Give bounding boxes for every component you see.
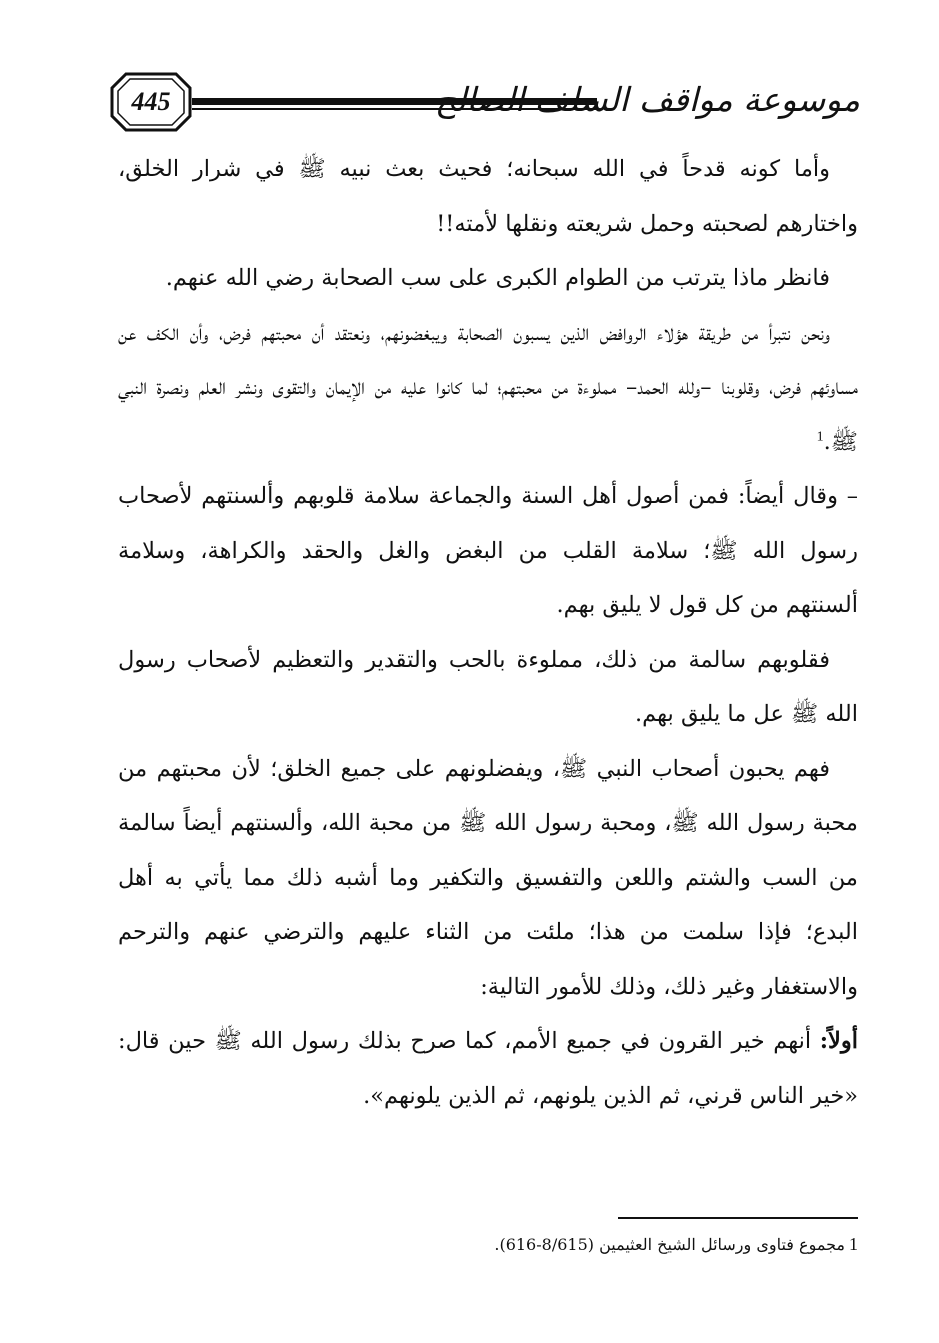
paragraph — [118, 142, 858, 251]
paragraph — [118, 1014, 858, 1123]
paragraph-text: – وقال أيضاً: فمن أصول أهل السنة والجماعة سلامة قلوبهم وألسنتهم لأصحاب رسول الله ﷺ؛ سلامة القلب من البغض والغل والحقد والكراهة، وسلامة ألسنتهم من كل قول لا يليق بهم. — [118, 483, 858, 618]
page-header — [110, 68, 860, 138]
paragraph — [118, 469, 858, 633]
paragraph-text: فهم يحبون أصحاب النبي ﷺ، ويفضلونهم على جميع الخلق؛ لأن محبتهم من محبة رسول الله ﷺ، ومحبة رسول الله ﷺ من محبة الله، وألسنتهم أيضاً سالمة من السب والشتم واللعن والتفسيق والتكفير وما أشبه ذلك مما يأتي به أهل البدع؛ فإذا سلمت من هذا؛ ملئت من الثناء عليهم والترضي عنهم والترحم والاستغفار وغير ذلك، وذلك للأمور التالية: — [118, 755, 858, 1000]
paragraph — [118, 742, 858, 1015]
paragraph — [118, 306, 858, 470]
paragraph-lead: أولاً: — [819, 1028, 858, 1054]
paragraph — [118, 251, 858, 306]
paragraph-text: فانظر ماذا يترتب من الطوام الكبرى على سب الصحابة رضي الله عنهم. — [165, 265, 830, 291]
paragraph-text: وأما كونه قدحاً في الله سبحانه؛ فحيث بعث نبيه ﷺ في شرار الخلق، واختارهم لصحبته وحمل شريعته ونقلها لأمته!! — [118, 156, 858, 237]
paragraph-text: أنهم خير القرون في جميع الأمم، كما صرح بذلك رسول الله ﷺ حين قال: «خير الناس قرني، ثم الذين يلونهم، ثم الذين يلونهم». — [118, 1028, 858, 1109]
book-title: موسوعة مواقف السلف الصالح — [434, 80, 860, 119]
footnote-number: 1 — [849, 1234, 858, 1254]
page-number: 445 — [131, 87, 171, 116]
footnote-divider — [618, 1217, 858, 1219]
page-number-badge — [110, 72, 192, 132]
paragraph-text: فقلوبهم سالمة من ذلك، مملوءة بالحب والتقدير والتعظيم لأصحاب رسول الله ﷺ عل ما يليق بهم. — [118, 646, 858, 727]
footnote-reference: 1 — [816, 429, 824, 444]
main-text — [118, 142, 858, 1123]
paragraph-text: ونحن نتبرأ من طريقة هؤلاء الروافض الذين يسبون الصحابة ويبغضونهم، ونعتقد أن محبتهم فرض، وأن الكف عن مساوئهم فرض، وقلوبنا –ولله الحمد– مملوءة من محبتهم؛ لما كانوا عليه من الإيمان والتقوى ونشر العلم ونصرة النبي ﷺ. — [118, 319, 858, 455]
footnote-text: مجموع فتاوى ورسائل الشيخ العثيمين (8/615-616). — [494, 1235, 845, 1254]
paragraph — [118, 633, 858, 742]
footnote — [418, 1230, 858, 1259]
